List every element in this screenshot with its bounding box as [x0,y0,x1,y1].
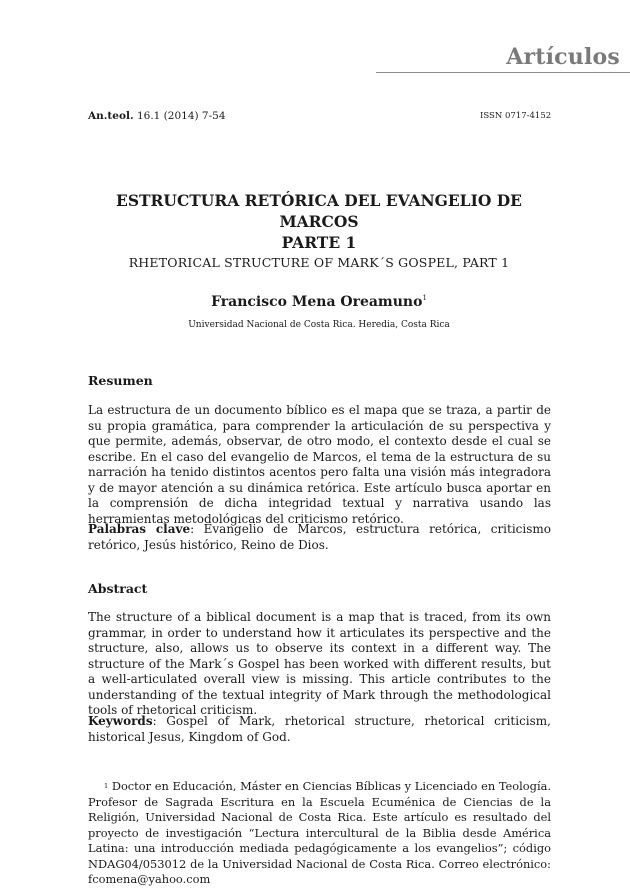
resumen-text: La estructura de un documento bíblico es el mapa que se traza, a partir de su propia gramática, para comprender la articulación de su perspectiva y que permite, además, observar, de otro modo, el contexto desde el cual se escribe. En el caso del evangelio de Marcos, el tema de la estructura de su narración ha tenido distintos acentos pero falta una visión más integradora y de mayor atención a su dinámica retórica. Este artículo busca aportar en la comprensión de dicha integridad textual y narrativa usando las herramientas metodológicas del criticismo retórico. [88,403,551,526]
journal-volume-pages: 16.1 (2014) 7-54 [133,110,226,122]
english-title: RHETORICAL STRUCTURE OF MARK´S GOSPEL, PART 1 [128,255,510,270]
palabras-clave-label: Palabras clave [88,522,191,536]
author-name: Francisco Mena Oreamuno [211,294,423,310]
footnote-mark: 1 [104,782,109,790]
keywords-text: : Gospel of Mark, rhetorical structure, rhetorical criticism, historical Jesus, Kingdom of God. [88,714,551,744]
palabras-clave [88,522,551,553]
footnote [88,779,551,888]
journal-citation [88,110,226,122]
abstract-heading: Abstract [88,581,148,596]
palabras-clave-text: : Evangelio de Marcos, estructura retórica, criticismo retórico, Jesús histórico, Reino de Dios. [88,522,552,552]
author-footnote-mark[interactable]: 1 [422,294,427,302]
section-title: Artículos [506,44,620,70]
journal-abbrev: An.teol. [88,110,134,122]
abstract-text: The structure of a biblical document is a map that is traced, from its own grammar, in order to understand how it articulates its perspective and the structure, also, allows us to observe its context in a different way. The structure of the Mark´s Gospel has been worked with different results, but a well-articulated overall view is missing. This article contributes to the understanding of the textual integrity of Mark through the methodological tools of rhetorical criticism. [88,610,551,717]
article-title-line-2: PARTE 1 [281,233,357,252]
footnote-text: Doctor en Educación, Máster en Ciencias Bíblicas y Licenciado en Teología. Profesor de Sagrada Escritura en la Escuela Ecuménica de Ciencias de la Religión, Universidad Nacional de Costa Rica. Este artículo es resultado del proyecto de investigación “Lectura intercultural de la Biblia desde América Latina: una introducción mediada pedagógicamente a los evangelios”; código NDAG04/053012 de la Universidad Nacional de Costa Rica. Correo electrónico: fcomena@yahoo.com [88,779,551,886]
keywords-label: Keywords [88,714,153,728]
resumen-heading: Resumen [88,373,153,388]
affiliation: Universidad Nacional de Costa Rica. Heredia, Costa Rica [188,320,450,330]
article-title [88,190,550,253]
issn: ISSN 0717-4152 [480,111,552,121]
author [88,294,550,310]
article-title-line-1: ESTRUCTURA RETÓRICA DEL EVANGELIO DE MARCOS [116,191,522,231]
keywords [88,714,551,745]
section-header [376,44,630,73]
